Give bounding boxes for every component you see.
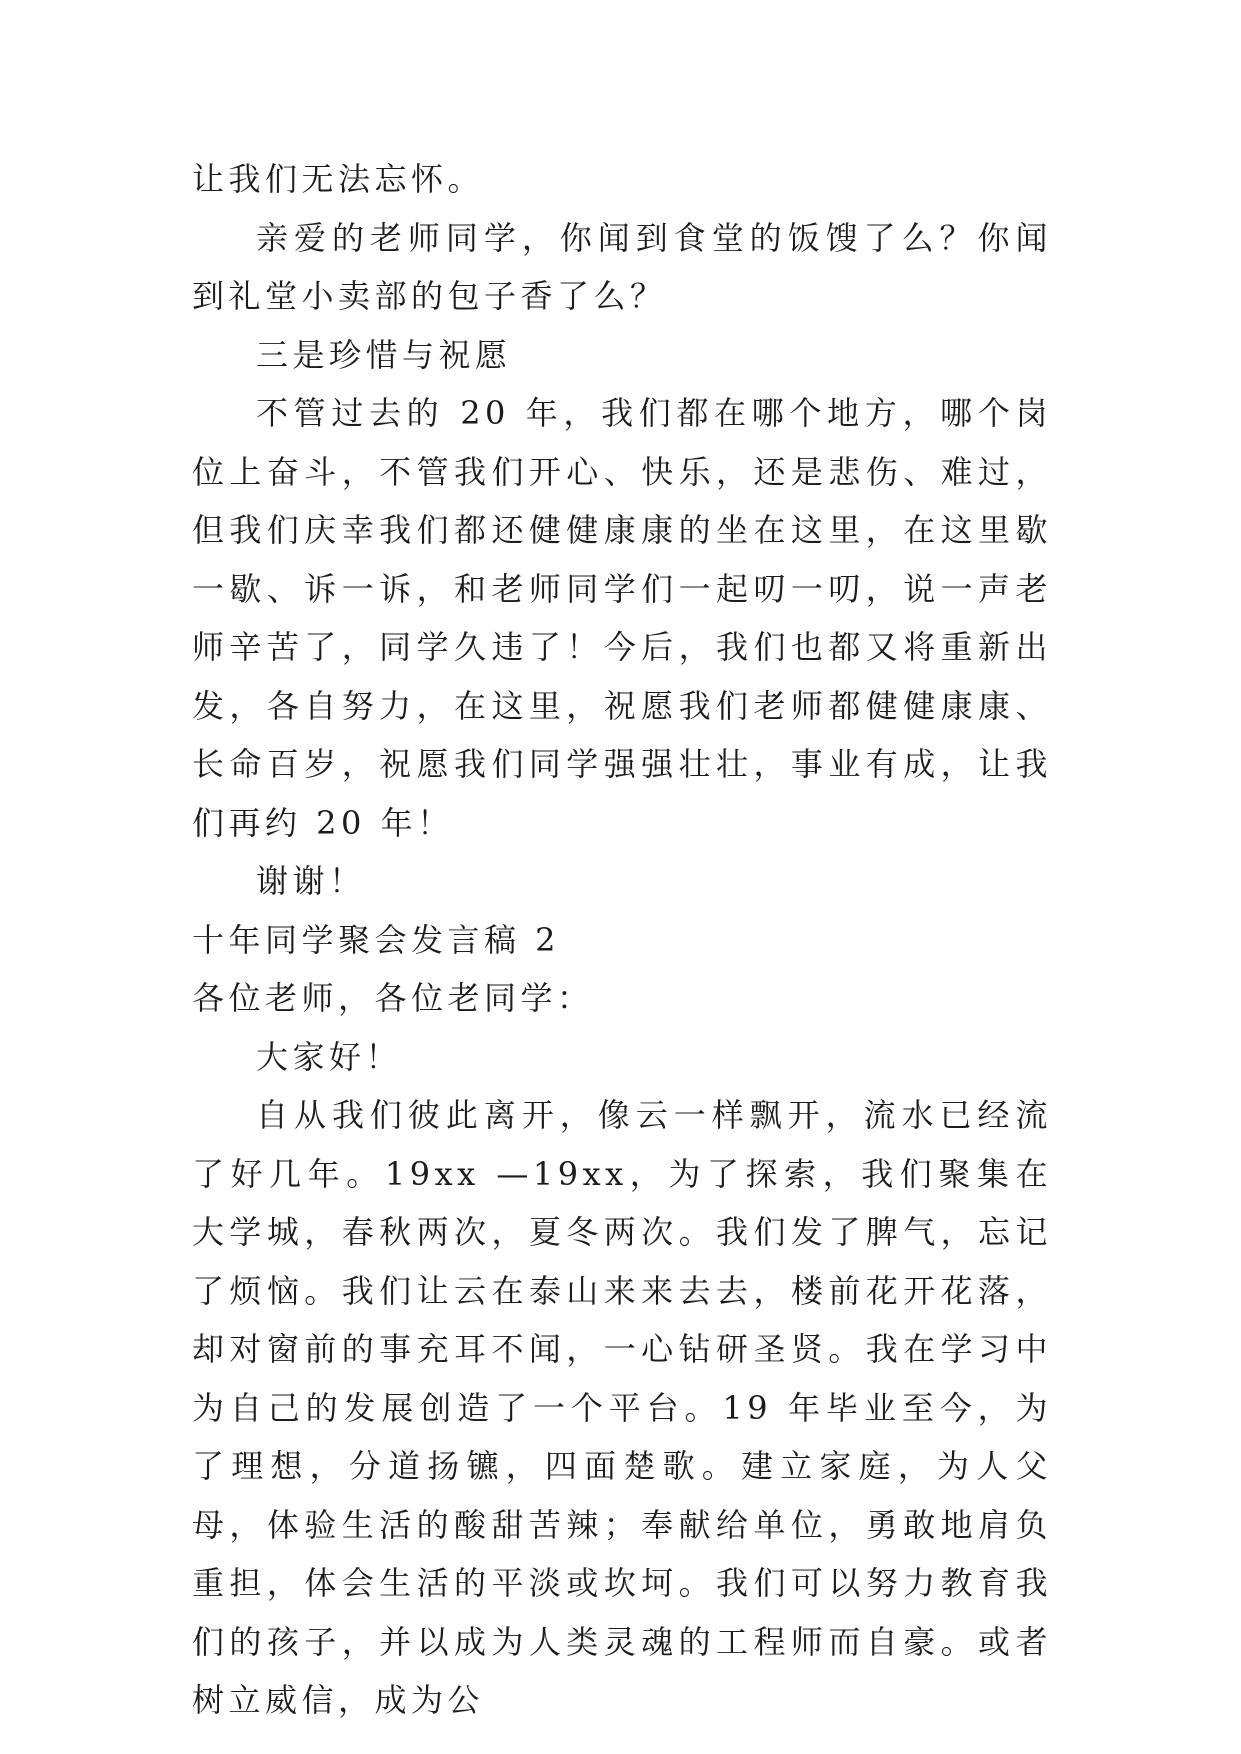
section-heading: 三是珍惜与祝愿 xyxy=(256,335,512,374)
paragraph-4: 自从我们彼此离开，像云一样飘开，流水已经流了好几年。19xx —19xx，为了探索，我们聚集在大学城，春秋两次，夏冬两次。我们发了脾气，忘记了烦恼。我们让云在泰山来来去去，楼前花开花落，却对窗前的事充耳不闻，一心钻研圣贤。我在学习中为自己的发展创造了一个平台。19 年毕业至今，为了理想，分道扬镳，四面楚歌。建立家庭，为人父母，体验生活的酸甜苦辣；奉献给单位，勇敢地肩负重担，体会生活的平淡或坎坷。我们可以努力教育我们的孩子，并以成为人类灵魂的工程师而自豪。或者树立威信，成为公 xyxy=(192,1096,1052,1719)
greeting: 大家好！ xyxy=(256,1037,403,1076)
salutation: 各位老师，各位老同学： xyxy=(192,979,594,1017)
speech-title: 十年同学聚会发言稿 2 xyxy=(192,920,561,959)
paragraph-3: 不管过去的 20 年，我们都在哪个地方，哪个岗位上奋斗，不管我们开心、快乐，还是悲伤、难过，但我们庆幸我们都还健健康康的坐在这里，在这里歇一歇、诉一诉，和老师同学们一起叨一叨，说一声老师辛苦了，同学久违了！今后，我们也都又将重新出发，各自努力，在这里，祝愿我们老师都健健康康、长命百岁，祝愿我们同学强强壮壮，事业有成，让我们再约 20 年！ xyxy=(192,394,1052,842)
paragraph-1: 让我们无法忘怀。 xyxy=(192,160,485,198)
paragraph-2: 亲爱的老师同学，你闻到食堂的饭馊了么？你闻到礼堂小卖部的包子香了么？ xyxy=(192,218,1052,315)
closing-thanks: 谢谢！ xyxy=(256,862,366,900)
document-body xyxy=(192,150,1052,1730)
